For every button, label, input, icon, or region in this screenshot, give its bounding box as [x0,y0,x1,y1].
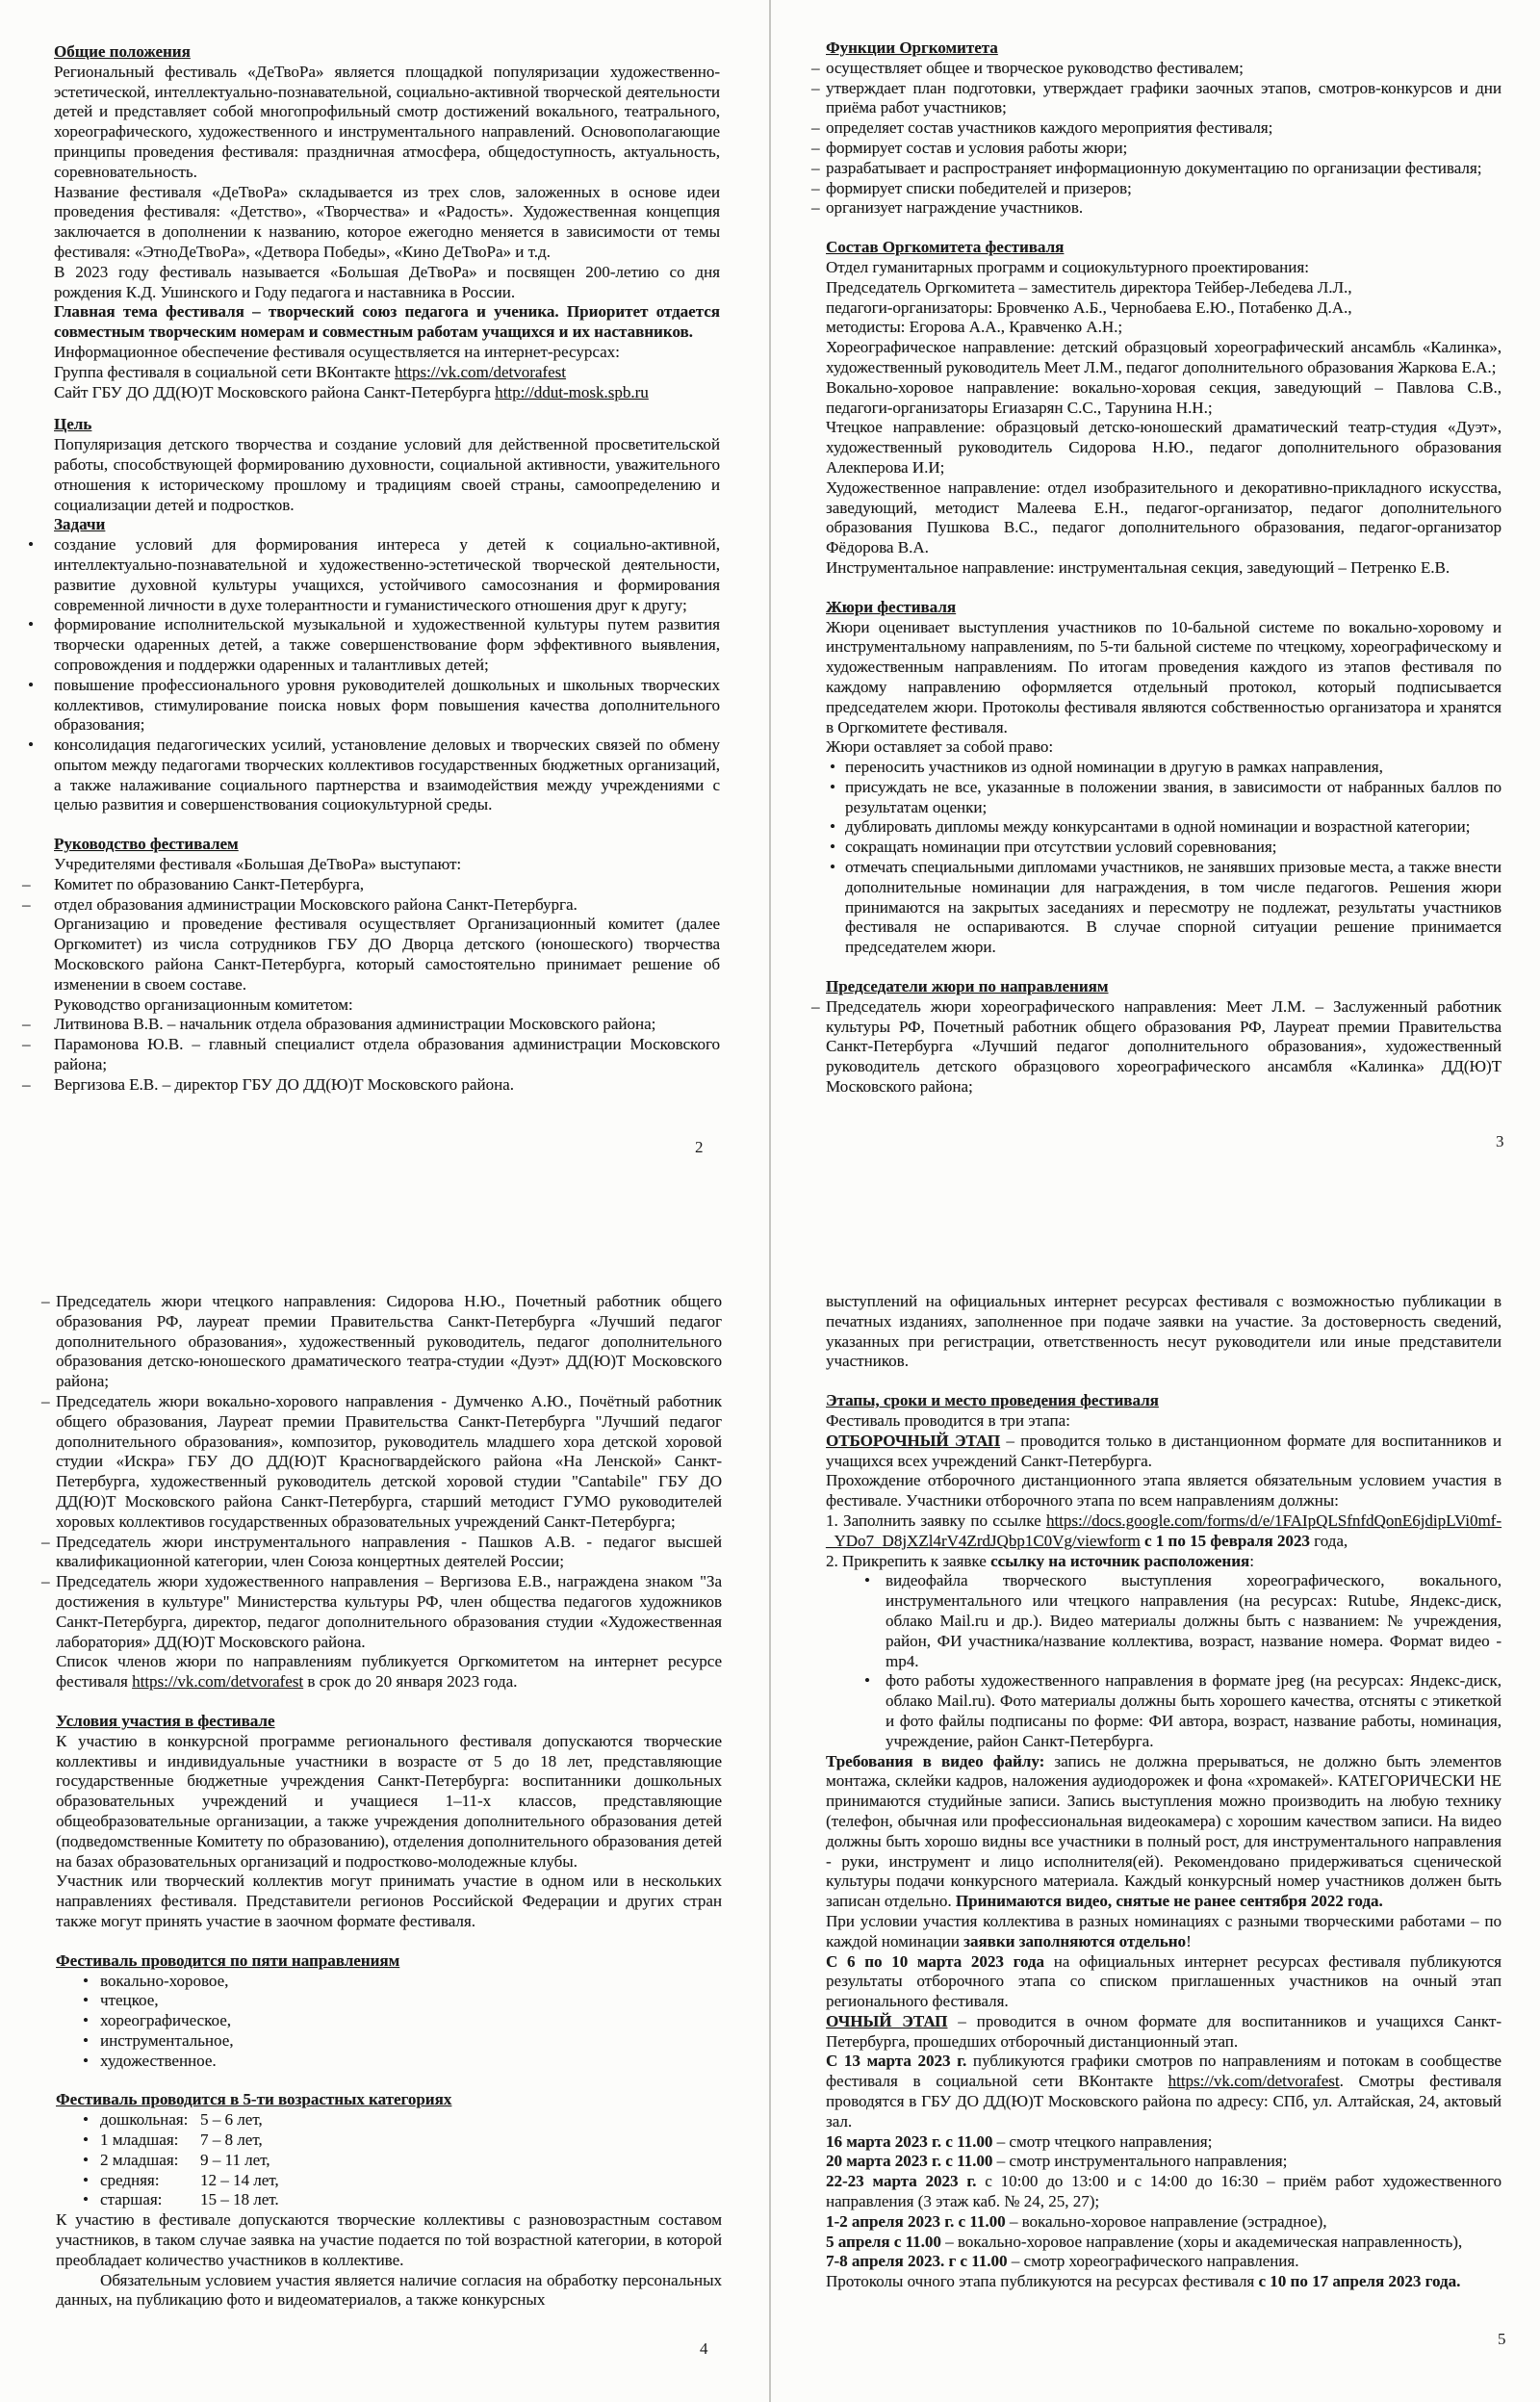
chair-text: Председатель жюри вокально-хорового направления - Думченко А.Ю., Почётный работник общего образования, Лауреат премии Правительства Санкт-Петербурга "Лучший педагог дополнительного образования», композитор, руководитель младшего хора детской хоровой студии «Искра» ГБУ ДО ДД(Ю)Т Красногвардейского района «На Ленской» Санкт-Петербурга, художественный руководитель детской хоровой студии "Cantabile" ГБУ ДО ДД(Ю)Т Московского района Санкт-Петербурга, старший методист ГУМО руководителей хоровых коллективов государственных образовательных учреждений Санкт-Петербурга; [56,1391,722,1531]
step-1-label: 1. Заполнить заявку по ссылке [826,1511,1046,1530]
dash-icon: – [811,58,820,77]
function-text: определяет состав участников каждого мероприятия фестиваля; [826,118,1273,138]
google-form-url-text: https://docs.google.com/forms/d/e/1FAIpQLSfnfdQonE6jdipLVi0mf-_YDo7_D8jXZl4rV4ZrdJQbp1C0Vg/viewform [826,1511,1502,1550]
vk-festival-url-text: https://vk.com/detvorafest [1168,2072,1340,2091]
jury-list-label: Список членов жюри по направлениям публикуется Оргкомитетом на интернет ресурсе фестиваля [56,1652,722,1692]
function-item [811,78,1502,119]
dash-icon: – [811,78,820,97]
age-category-item [83,2170,722,2191]
directions-list [56,1972,722,2072]
heading-general-provisions: Общие положения [54,42,191,61]
jury-right-item [830,858,1502,958]
bullet-icon: • [83,1971,89,1990]
founder-text: Комитет по образованию Санкт-Петербурга, [54,874,365,893]
page-number: 2 [695,1138,704,1156]
bullet-icon: • [83,2131,89,2150]
results-text: на официальных интернет ресурсах фестиваля публикуются результаты отборочного этапа со списком приглашенных участников на очный этап регионального фестиваля. [826,1951,1502,2011]
schedule-row-text: с 10:00 до 13:00 и с 14:00 до 16:30 – приём работ художественного направления (3 этаж каб. № 24, 25, 27); [826,2172,1502,2211]
dash-icon: – [811,138,820,157]
schedule-row-date: 16 марта 2023 г. с 11.00 [826,2131,993,2151]
bullet-icon: • [830,858,835,877]
function-text: утверждает план подготовки, утверждает графики заочных этапов, смотров-конкурсов и дни приёма работ участников; [826,78,1502,117]
jury-right-text: сокращать номинации при отсутствии условий соревнования; [845,838,1277,857]
video-requirements-title: Требования в видео файлу: [826,1751,1045,1770]
age-category-name: дошкольная: [100,2110,189,2130]
schedule-row-date: 22-23 марта 2023 г. [826,2172,977,2191]
multi-nominations-text: При условии участия коллектива в разных номинациях с разными творческими работами – по каждой номинации [826,1911,1502,1950]
jury-right-item [830,777,1502,818]
paragraph-vk-group [54,363,720,383]
paragraph-founders-intro: Учредителями фестиваля «Большая ДеТвоРа» выступают: [54,855,462,874]
bullet-icon: • [830,817,835,837]
qualifying-stage-text: – проводится только в дистанционном формате для воспитанников и учащихся всех учреждений Санкт-Петербурга. [826,1431,1502,1470]
task-text: создание условий для формирования интереса у детей к социально-активной, интеллектуально-познавательной и художественно-эстетической творческой деятельности, развитие духовной культуры учащихся, устойчивого самосознания и формирования современной личности в духе толерантности и гуманистического отношения друг к другу; [54,535,720,614]
paragraph-jury: Жюри оценивает выступления участников по 10-бальной системе по вокально-хоровому и инструментальному направлениям, по 5-ти бальной системе по чтецкому, хореографическому и художественным направлениям. По итогам проведения каждого из этапов фестиваля по каждому направлению оформляется отдельный протокол, который подписывается председателем жюри. Протоколы фестиваля являются собственностью организатора и хранятся в Оргкомитете фестиваля. [826,617,1502,736]
jury-right-item [830,758,1502,778]
chair-item [41,1391,722,1533]
jury-right-text: присуждать не все, указанные в положении звания, в зависимости от набранных баллов по результатам оценки; [845,777,1502,816]
video-requirements-deadline: Принимаются видео, снятые не ранее сентября 2022 года. [955,1892,1383,1911]
direction-text: инструментальное, [100,2030,234,2050]
heading-directions: Фестиваль проводится по пяти направлениям [56,1950,400,1970]
schedule-row [826,2172,1502,2212]
function-text: формирует списки победителей и призеров; [826,178,1132,197]
heading-committee-members: Состав Оргкомитета фестиваля [826,238,1065,257]
qualifying-stage-title: ОТБОРОЧНЫЙ ЭТАП [826,1431,1001,1450]
step-2-tail: : [1249,1551,1254,1570]
chair-text: Председатель жюри художественного направления – Вергизова Е.В., награждена знаком "За достижения в культуре" Министерства культуры РФ, член общества педагогов художников Санкт-Петербурга, директор, педагог дополнительного образования студии «Художественная лаборатория» ДД(Ю)Т Московского района. [56,1572,722,1651]
direction-item [83,2011,722,2031]
attachment-text: фото работы художественного направления в формате jpeg (на ресурсах: Яндекс-диск, облако Mail.ru). Фото материалы должны быть хорошего качества, отсняты с этикеткой и фото файлы подписаны по форме: ФИ автора, возраст, название работы, номинация, учреждение, район Санкт-Петербурга. [886,1671,1502,1750]
function-item [811,158,1502,179]
schedule-row-text: – вокально-хоровое направление (хоры и академическая направленность), [940,2232,1463,2251]
scan-page-edge-divider [769,0,771,2402]
bullet-icon: • [28,535,34,555]
task-item [28,615,720,675]
chair-text: Председатель жюри хореографического направления: Меет Л.М. – Заслуженный работник культуры РФ, Почетный работник общего образования РФ, Лауреат премии Правительства Санкт-Петербурга «Лучший педагог дополнительного образования», художественный руководитель детского образцового хореографического ансамбля «Калинка» ДД(Ю)Т Московского района; [826,996,1502,1097]
heading-tasks: Задачи [54,515,106,534]
leader-item [22,1035,720,1075]
protocols-dates: с 10 по 17 апреля 2023 года. [1258,2272,1461,2291]
age-category-name: 1 младшая: [100,2131,179,2150]
leader-item [22,1015,720,1035]
bullet-icon: • [83,2030,89,2050]
paragraph-multiple-nominations [826,1912,1502,1952]
page-3 [811,39,1502,1098]
paragraph-conditions-2: Участник или творческий коллектив могут принимать участие в одном или в нескольких направлениях фестиваля. Представители регионов Российской Федерации и других стран также могут принять участие в заочном формате фестиваля. [56,1872,722,1930]
task-text: повышение профессионального уровня руководителей дошкольных и школьных творческих коллективов, стимулирование поиска новых форм повышения качества дополнительного образования; [54,675,720,735]
schedule-row [826,2132,1502,2153]
heading-jury-chairs: Председатели жюри по направлениям [826,977,1109,996]
function-item [811,178,1502,199]
dash-icon: – [811,118,820,138]
schedule-row-date: 5 апреля с 11.00 [826,2232,941,2251]
final-stage-text: – проводится в очном формате для воспитанников и учащихся Санкт-Петербурга, прошедших отборочный дистанционный этап. [826,2011,1502,2051]
paragraph-info-resources: Информационное обеспечение фестиваля осуществляется на интернет-ресурсах: [54,342,620,361]
committee-line: педагоги-организаторы: Бровченко А.Б., Чернобаева Е.Ю., Потабенко Д.А., [826,297,1352,317]
schedule-row-text: – вокально-хоровое направление (эстрадное), [1005,2211,1327,2231]
final-stage-title: ОЧНЫЙ ЭТАП [826,2011,948,2030]
attachment-item [864,1671,1502,1751]
age-category-name: средняя: [100,2170,160,2189]
jury-list-deadline: в срок до 20 января 2023 года. [303,1672,518,1692]
jury-right-text: отмечать специальными дипломами участников, не занявших призовые места, а также внести дополнительные номинации для награждения, в том числе педагогов. Решения жюри принимаются на закрытых заседаниях и пересмотру не подлежат, результаты участников фестиваля не оспариваются. В случае спорной ситуации решение принимается председателем жюри. [845,858,1502,957]
age-category-item [83,2190,722,2210]
jury-right-item [830,817,1502,838]
direction-item [83,1971,722,1992]
function-item [811,138,1502,159]
schedule-row [826,2212,1502,2233]
committee-line: Художественное направление: отдел изобразительного и декоративно-прикладного искусства, заведующий, методист Малеева Е.Н., педагог-организатор, педагог дополнительного образования Пушкова В.С., педагог дополнительного образования, педагог-организатор Фёдорова В.А. [826,478,1502,557]
chair-item [41,1532,722,1573]
age-category-name: 2 младшая: [100,2150,179,2169]
schedule-row-date: 1-2 апреля 2023 г. с 11.00 [826,2211,1006,2231]
bullet-icon: • [83,2110,89,2130]
founder-item [22,874,720,895]
jury-right-text: переносить участников из одной номинации в другую в рамках направления, [845,758,1383,777]
committee-line: Председатель Оргкомитета – заместитель директора Тейбер-Лебедева Л.Л., [826,277,1352,297]
task-item [28,736,720,815]
committee-line: Вокально-хоровое направление: вокально-хоровая секция, заведующий – Павлова С.В., педагоги-организаторы Егиазарян С.С., Тарунина Н.Н.; [826,377,1502,417]
paragraph-intro: Региональный фестиваль «ДеТвоРа» является площадкой популяризации художественно-эстетической, интеллектуально-познавательной, социально-активной творческой деятельности детей и представляет собой многопрофильный смотр достижений вокального, театрального, хореографического, художественного и инструментального направлений. Основополагающие принципы проведения фестиваля: праздничная атмосфера, общедоступность, актуальность, соревновательность. [54,62,720,181]
bullet-icon: • [83,1991,89,2010]
schedule-date: С 13 марта 2023 г. [826,2052,967,2071]
schedule-row-text: – смотр инструментального направления; [992,2152,1288,2171]
paragraph-qualifying-stage [826,1432,1502,1472]
heading-committee-functions: Функции Оргкомитета [826,39,998,57]
schedule-row [826,2152,1502,2172]
paragraph-management-intro: Руководство организационным комитетом: [54,994,353,1014]
bullet-icon: • [864,1671,870,1691]
committee-line: Чтецкое направление: образцовый детско-юношеский драматический театр-студия «Дуэт», художественный руководитель Сидорова Н.Ю., педагог дополнительного образования Алекперова И.И; [826,418,1502,477]
age-category-range: 15 – 18 лет. [200,2190,279,2209]
jury-right-text: дублировать дипломы между конкурсантами в одной номинации и возрастной категории; [845,817,1471,837]
leader-text: Вергизова Е.В. – директор ГБУ ДО ДД(Ю)Т Московского района. [54,1074,514,1094]
function-item [811,198,1502,219]
heading-management: Руководство фестивалем [54,835,239,854]
age-category-range: 9 – 11 лет, [200,2150,270,2169]
function-item [811,118,1502,139]
age-category-range: 5 – 6 лет, [200,2110,263,2130]
task-text: формирование исполнительской музыкальной и художественной культуры путем развития творчески одаренных детей, а также совершенствование форм эффективного выявления, сопровождения и поддержки одаренных и талантливых детей; [54,615,720,674]
age-category-name: старшая: [100,2190,163,2209]
direction-text: хореографическое, [100,2011,231,2030]
jury-rights-list [826,758,1502,958]
paragraph-goal: Популяризация детского творчества и создание условий для действенной просветительской работы, способствующей формированию духовности, социальной активности, уважительного отношения к историческому прошлому и традициям своей страны, самоопределению и социализации детей и подростков. [54,435,720,514]
dash-icon: – [41,1532,50,1551]
heading-jury: Жюри фестиваля [826,597,957,616]
schedule-row [826,2233,1502,2253]
page-5 [826,1292,1502,2292]
dash-icon: – [41,1292,50,1310]
paragraph-consent: Обязательным условием участия является наличие согласия на обработку персональных данных, на публикацию фото и видеоматериалов, а также конкурсных [56,2270,722,2310]
heading-participation-conditions: Условия участия в фестивале [56,1711,275,1730]
bullet-icon: • [830,777,835,796]
bullet-icon: • [83,2170,89,2189]
step-1-tail: года, [1309,1531,1348,1550]
protocols-text: Протоколы очного этапа публикуются на ресурсах фестиваля [826,2272,1259,2291]
chair-item [41,1572,722,1652]
paragraph-mixed-age: К участию в фестивале допускаются творческие коллективы с разновозрастным составом участников, в таком случае заявка на участие подается по той возрастной категории, в которой преобладает количество участников в коллективе. [56,2210,722,2269]
paragraph-main-theme: Главная тема фестиваля – творческий союз педагога и ученика. Приоритет отдается совместным творческим номерам и совместным работам учащихся и их наставников. [54,302,720,342]
leader-text: Парамонова Ю.В. – главный специалист отдела образования администрации Московского района; [54,1035,720,1074]
schedule-address: . Смотры фестиваля проводятся в ГБУ ДО ДД(Ю)Т Московского района по адресу: СПб, ул. Алтайская, 24, актовый зал. [826,2072,1502,2131]
multi-nominations-bold: заявки заполняются отдельно [963,1931,1187,1950]
paragraph-2023-theme: В 2023 году фестиваль называется «Большая ДеТвоРа» и посвящен 200-летию со дня рождения К.Д. Ушинского и Году педагога и наставника в России. [54,262,720,301]
age-category-item [83,2110,722,2131]
attachment-item [864,1571,1502,1671]
chair-text: Председатель жюри чтецкого направления: Сидорова Н.Ю., Почетный работник общего образования РФ, лауреат премии Правительства Санкт-Петербурга «Лучший педагог дополнительного образования», художественный руководитель, педагог дополнительного образования детско-юношеского драматического театра-студии «Дуэт» ДД(Ю)Т Московского района; [56,1292,722,1391]
dash-icon: – [22,1074,31,1094]
dash-icon: – [22,1035,31,1054]
paragraph-jury-list-publication [56,1652,722,1692]
heading-stages: Этапы, сроки и место проведения фестиваля [826,1391,1159,1410]
task-text: консолидация педагогических усилий, установление деловых и творческих связей по обмену опытом между педагогами творческих коллективов государственных бюджетных организаций, а также налаживание социального партнерства и взаимодействия между учреждениями с целью развития и совершенствования социокультурной среды. [54,736,720,814]
paragraph-site [54,383,720,403]
paragraph-festival-name: Название фестиваля «ДеТвоРа» складывается из трех слов, заложенных в основе идеи проведения фестиваля: «Детство», «Творчества» и «Радость». Художественная концепция заключается в дополнении к названию, которое ежегодно меняется в зависимости от темы фестиваля: «ЭтноДеТвоРа», «Детвора Победы», «Кино ДеТвоРа» и т.д. [54,182,720,261]
committee-line: методисты: Егорова А.А., Кравченко А.Н.; [826,318,1123,337]
direction-text: художественное. [100,2051,217,2070]
bullet-icon: • [28,615,34,634]
bullet-icon: • [28,675,34,694]
multi-nominations-tail: ! [1186,1931,1192,1950]
bullet-icon: • [83,2190,89,2209]
bullet-icon: • [830,758,835,777]
task-item [28,675,720,736]
schedule-text: публикуются графики смотров по направлениям и потокам в сообществе фестиваля в социальной сети ВКонтакте [826,2052,1502,2091]
attachment-list [826,1571,1502,1751]
site-url-text: http://ddut-mosk.spb.ru [495,382,649,401]
direction-text: чтецкое, [100,1991,159,2010]
paragraph-stages-intro: Фестиваль проводится в три этапа: [826,1410,1070,1430]
step-1-dates: с 1 по 15 февраля 2023 [1140,1531,1310,1550]
paragraph-consent-continued: выступлений на официальных интернет ресурсах фестиваля с возможностью публикации в печатных изданиях, заполненное при подаче заявки на участие. За достоверность сведений, указанных при регистрации, ответственность несут руководители или иные представители участников. [826,1292,1502,1371]
schedule-row-date: 20 марта 2023 г. с 11.00 [826,2152,993,2171]
function-text: осуществляет общее и творческое руководство фестивалем; [826,58,1244,77]
function-text: разрабатывает и распространяет информационную документацию по организации фестиваля; [826,158,1482,177]
bullet-icon: • [83,2011,89,2030]
step-2-label: 2. Прикрепить к заявке [826,1551,991,1570]
paragraph-video-requirements [826,1752,1502,1912]
direction-text: вокально-хоровое, [100,1971,229,1990]
leader-text: Литвинова В.В. – начальник отдела образования администрации Московского района; [54,1015,656,1034]
dash-icon: – [41,1572,50,1591]
age-category-item [83,2150,722,2171]
dash-icon: – [41,1391,50,1410]
schedule-row-text: – смотр хореографического направления. [1007,2252,1299,2271]
schedule-row-date: 7-8 апреля 2023. г с 11.00 [826,2252,1008,2271]
direction-item [83,2030,722,2052]
paragraph-final-stage [826,2012,1502,2053]
paragraph-jury-rights-intro: Жюри оставляет за собой право: [826,737,1054,757]
bullet-icon: • [864,1571,870,1590]
dash-icon: – [811,158,820,177]
paragraph-conditions-1: К участию в конкурсной программе регионального фестиваля допускаются творческие коллективы и индивидуальные участники в возрасте от 5 до 18 лет, представляющие государственные бюджетные учреждения Санкт-Петербурга: воспитанники дошкольных образовательных учреждений и учащиеся 1–11-х классов, представляющие общеобразовательные организации, а также учреждения дополнительного образования детей (подведомственные Комитету по образованию), отделения дополнительного образования детей на базах образовательных организаций и подростково-молодежные клубы. [56,1731,722,1871]
dash-icon: – [22,874,31,893]
chair-item [811,996,1502,1098]
paragraph-organization: Организацию и проведение фестиваля осуществляет Организационный комитет (далее Оргкомитет) из числа сотрудников ГБУ ДО Дворца детского (юношеского) творчества Московского района Санкт-Петербурга, который самостоятельно принимает решение об изменении в своем составе. [54,915,720,994]
committee-line: Инструментальное направление: инструментальная секция, заведующий – Петренко Е.В. [826,557,1450,577]
heading-goal: Цель [54,415,92,434]
dash-icon: – [811,198,820,218]
age-category-range: 7 – 8 лет, [200,2131,263,2150]
chair-text: Председатель жюри инструментального направления - Пашков А.В. - педагог высшей квалификационной категории, член Союза концертных деятелей России; [56,1532,722,1571]
video-requirements-text: запись не должна прерываться, не должно быть элементов монтажа, склейки кадров, наложения аудиодорожек и фона «хромакей». КАТЕГОРИЧЕСКИ НЕ принимаются студийные записи. Запись выступления можно производить на любую технику (телефон, обычная или профессиональная видеокамера) с хорошим качеством записи. На видео должны быть хорошо видны все участники в полный рост, для инструментального направления - руки, инструмент и лицо исполнителя(ей). Рекомендовано придерживаться сценической культуры подачи конкурсного материала. Каждый конкурсный номер участников должен быть записан отдельно. [826,1751,1502,1911]
paragraph-qualifying-requirement: Прохождение отборочного дистанционного этапа является обязательным условием участия в фестивале. Участники отборочного этапа по всем направлениям должны: [826,1471,1502,1511]
vk-group-label: Группа фестиваля в социальной сети ВКонтакте [54,362,395,381]
bullet-icon: • [83,2051,89,2070]
results-dates: С 6 по 10 марта 2023 года [826,1951,1044,1971]
page-4 [41,1292,722,2311]
age-category-range: 12 – 14 лет, [200,2170,279,2189]
paragraph-protocols [826,2272,1502,2292]
founder-item [22,894,720,916]
attachment-text: видеофайла творческого выступления хореографического, вокального, инструментального или чтецкого направления (на ресурсах: Rutube, Яндекс-диск, облако Mail.ru и др.). Видео материалы должны быть с названием: № учреждения, район, ФИ участника/название коллектива, возраст, название номера. Формат видео - mp4. [886,1571,1502,1670]
age-category-item [83,2131,722,2151]
dash-icon: – [22,894,31,914]
site-label: Сайт ГБУ ДО ДД(Ю)Т Московского района Санкт-Петербурга [54,382,496,401]
paragraph-results [826,1952,1502,2012]
heading-age-categories: Фестиваль проводится в 5-ти возрастных категориях [56,2090,452,2109]
bullet-icon: • [28,736,34,755]
founder-text: отдел образования администрации Московского района Санкт-Петербурга. [54,894,578,914]
vk-festival-url-text: https://vk.com/detvorafest [132,1672,304,1692]
function-text: организует награждение участников. [826,198,1084,218]
page-number: 4 [700,2339,708,2358]
page-number: 3 [1496,1132,1504,1150]
vk-group-url-text: https://vk.com/detvorafest [394,362,566,381]
age-categories-list [56,2110,722,2210]
committee-line: Отдел гуманитарных программ и социокультурного проектирования: [826,257,1309,276]
direction-item [83,1991,722,2011]
schedule-row-text: – смотр чтецкого направления; [992,2131,1213,2151]
schedule-row [826,2252,1502,2272]
chair-item [41,1292,722,1392]
function-text: формирует состав и условия работы жюри; [826,138,1128,157]
paragraph-step-1 [826,1511,1502,1552]
bullet-icon: • [830,838,835,857]
function-item [811,58,1502,79]
page-2 [22,42,720,1096]
dash-icon: – [811,996,820,1016]
dash-icon: – [811,178,820,197]
bullet-icon: • [83,2150,89,2169]
paragraph-schedule-intro [826,2052,1502,2131]
paragraph-step-2 [826,1552,1502,1572]
jury-right-item [830,838,1502,858]
task-item [28,535,720,615]
committee-line: Хореографическое направление: детский образцовый хореографический ансамбль «Калинка», художественный руководитель Меет Л.М., педагог дополнительного образования Жаркова Е.А.; [826,338,1502,376]
step-2-bold: ссылку на источник расположения [990,1551,1250,1570]
direction-item [83,2051,722,2072]
leader-item [22,1074,720,1096]
dash-icon: – [22,1015,31,1034]
page-number: 5 [1498,2330,1506,2348]
